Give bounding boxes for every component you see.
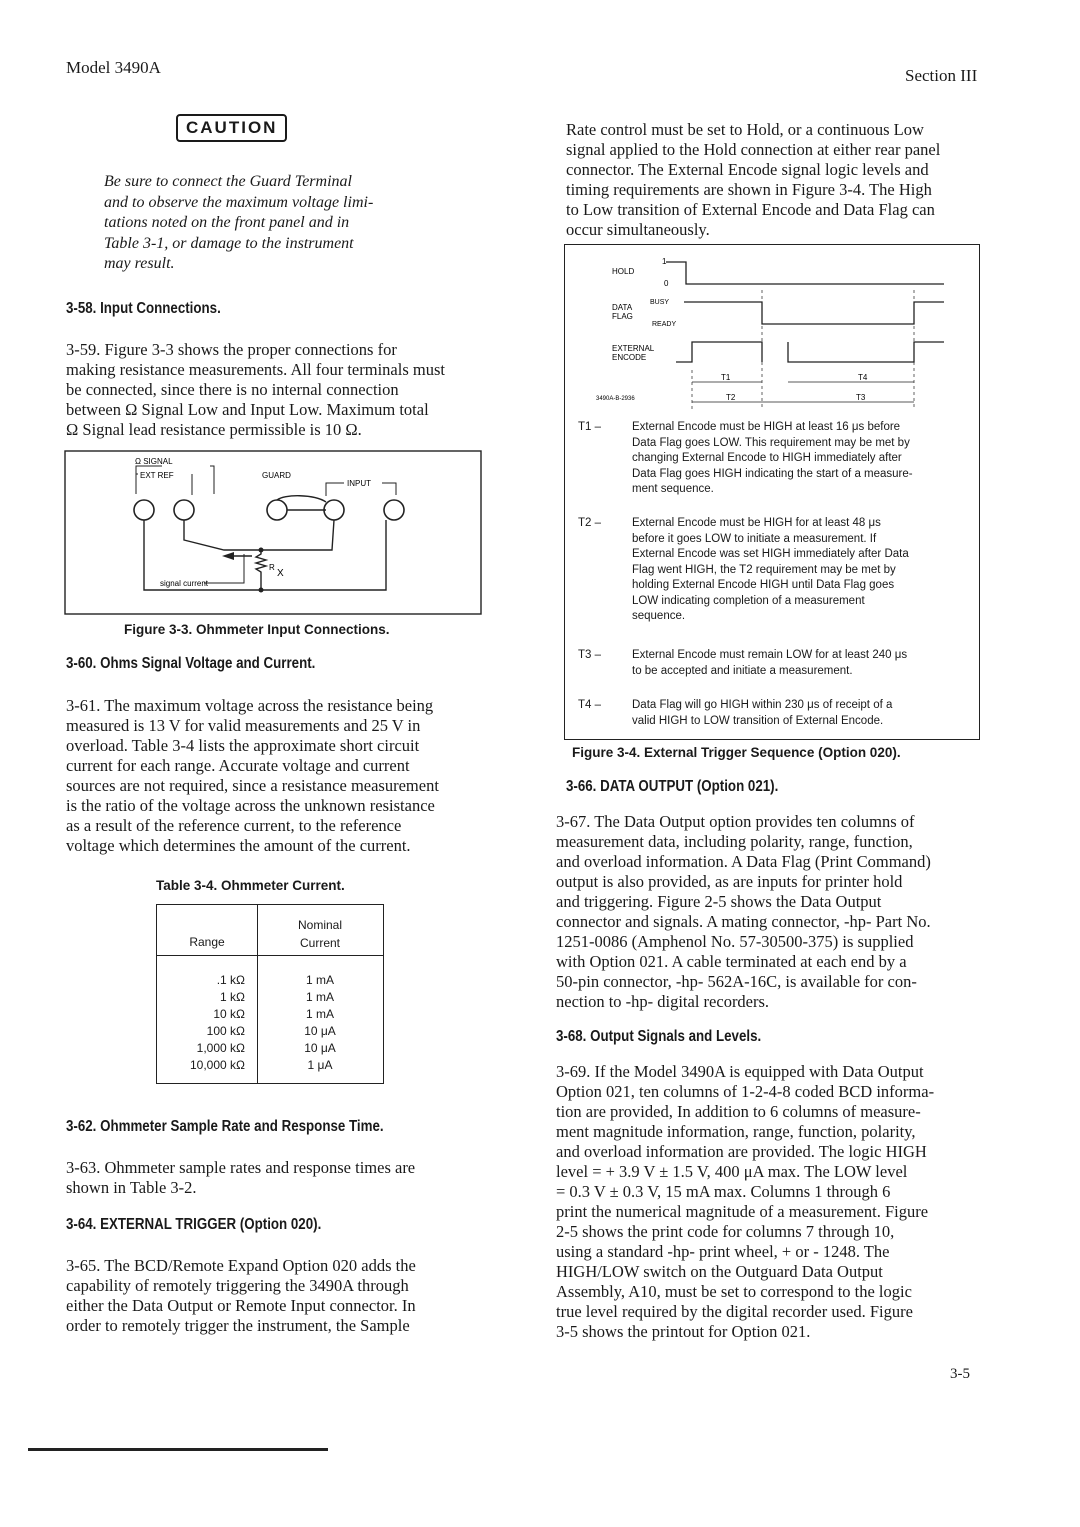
text-line: true level required by the digital recorder used. Figure: [556, 1302, 913, 1321]
note-line: External Encode must remain LOW for at least 240 μs: [632, 649, 908, 661]
text-line: current for each range. Accurate voltage and current: [66, 756, 410, 775]
label-t2: T2: [726, 393, 736, 402]
inner-loop: [184, 520, 334, 550]
heading-3-60: 3-60. Ohms Signal Voltage and Current.: [66, 655, 316, 672]
label-signal: Ω SIGNAL: [135, 457, 173, 466]
terminal-guard: [267, 500, 287, 520]
rx-resistor: [256, 550, 266, 590]
text-line: 3-67. The Data Output option provides ten columns of: [556, 812, 915, 831]
text-line: 3-61. The maximum voltage across the resistance being: [66, 696, 434, 715]
text-line: occur simultaneously.: [566, 220, 710, 239]
text-line: Assembly, A10, must be set to correspond to the logic: [556, 1282, 912, 1301]
text-line: measured is 13 V for valid measurements and 25 V in: [66, 716, 421, 735]
text-line: capability of remotely triggering the 3490A through: [66, 1276, 409, 1295]
text-line: 3-63. Ohmmeter sample rates and response times are: [66, 1158, 416, 1177]
note-t1: [578, 420, 982, 510]
current-cell: 1 mA: [305, 1007, 334, 1021]
text-line: making resistance measurements. All four terminals must: [66, 360, 445, 379]
text-line: connector and signals. A mating connector, -hp- Part No.: [556, 912, 931, 931]
external-encode-waveform-a: [676, 342, 762, 362]
caution-line: Be sure to connect the Guard Terminal: [104, 173, 352, 190]
text-line: level = + 3.9 V ± 1.5 V, 400 μA max. The LOW level: [556, 1162, 908, 1181]
col-header-nominal: Nominal: [297, 918, 342, 932]
text-line: 3-59. Figure 3-3 shows the proper connections for: [66, 340, 397, 359]
note-line: External Encode must be HIGH at least 16 μs before: [632, 421, 901, 433]
text-line: and triggering. Figure 2-5 shows the Data Output: [556, 892, 882, 911]
note-line: before it goes LOW to initiate a measurement. If: [632, 532, 877, 545]
footer-rule: [28, 1448, 328, 1451]
text-line: 3-5 shows the printout for Option 021.: [556, 1322, 811, 1341]
text-line: signal applied to the Hold connection at either rear panel: [566, 140, 941, 159]
signal-current-arrow: [204, 554, 244, 583]
terminal-input-2: [384, 500, 404, 520]
label-rx: R: [269, 563, 275, 572]
text-line: shown in Table 3-2.: [66, 1178, 197, 1197]
heading-3-64: 3-64. EXTERNAL TRIGGER (Option 020).: [66, 1216, 322, 1233]
figure-3-3-caption: Figure 3-3. Ohmmeter Input Connections.: [124, 622, 390, 637]
current-cell: 1 μA: [307, 1058, 333, 1072]
range-cell: 10,000 kΩ: [189, 1058, 245, 1072]
text-line: and overload information. A Data Flag (Print Command): [556, 852, 931, 871]
heading-3-68: 3-68. Output Signals and Levels.: [556, 1028, 762, 1045]
text-line: Option 021, ten columns of 1-2-4-8 coded BCD informa-: [556, 1082, 935, 1101]
label-external: EXTERNAL: [612, 344, 655, 353]
text-line: connector. The External Encode signal logic levels and: [566, 160, 929, 179]
label-input: INPUT: [347, 479, 371, 488]
range-cell: 1,000 kΩ: [196, 1041, 245, 1055]
note-line: Data Flag goes HIGH indicating the start of a measure-: [632, 467, 913, 480]
note-line: External Encode must be HIGH for at least 48 μs: [632, 517, 881, 529]
paragraph-3-65: [66, 1256, 480, 1336]
header-section: Section III: [905, 66, 978, 85]
terminal-input-1: [324, 500, 344, 520]
heading-3-66: 3-66. DATA OUTPUT (Option 021).: [566, 778, 779, 795]
note-line: Data Flag will go HIGH within 230 μs of receipt of a: [632, 699, 893, 711]
text-line: with Option 021. A cable terminated at each end by a: [556, 952, 907, 971]
text-line: 50-pin connector, -hp- 562A-16C, is available for con-: [556, 972, 917, 991]
paragraph-3-69: [556, 1062, 970, 1342]
note-line: holding External Encode HIGH until Data Flag goes: [632, 579, 895, 591]
heading-3-62: 3-62. Ohmmeter Sample Rate and Response Time.: [66, 1118, 384, 1135]
label-ready: READY: [652, 321, 677, 328]
timing-diagram: [566, 250, 976, 415]
text-line: 3-65. The BCD/Remote Expand Option 020 adds the: [66, 1256, 416, 1275]
heading-3-58: 3-58. Input Connections.: [66, 300, 221, 317]
range-cell: 10 kΩ: [213, 1007, 245, 1021]
note-line: valid HIGH to LOW transition of External Encode.: [632, 714, 884, 727]
caution-line: Table 3-1, or damage to the instrument: [104, 234, 354, 252]
note-line: Flag went HIGH, the T2 requirement may be met by: [632, 563, 896, 576]
note-line: Data Flag goes LOW. This requirement may be met by: [632, 436, 910, 449]
text-line: Rate control must be set to Hold, or a continuous Low: [566, 120, 924, 139]
current-cell: 1 mA: [305, 990, 334, 1004]
caution-line: may result.: [104, 255, 175, 272]
range-cell: 100 kΩ: [206, 1024, 245, 1038]
terminal-ext-ref-2: [174, 500, 194, 520]
col-header-current: Current: [299, 936, 340, 950]
range-cell: .1 kΩ: [216, 973, 245, 987]
paragraph-intro-right: [566, 120, 982, 240]
text-line: sources are not required, since a resistance measurement: [66, 776, 439, 795]
text-line: HIGH/LOW switch on the Outguard Data Output: [556, 1262, 883, 1281]
note-t3: [578, 648, 982, 682]
label-fig-id: 3490A-B-2936: [596, 396, 635, 402]
caution-line: and to observe the maximum voltage limi-: [104, 193, 374, 211]
note-label: T2 –: [578, 517, 602, 529]
paragraph-3-61: [66, 696, 480, 856]
text-line: output is also provided, as are inputs for printer hold: [556, 872, 903, 891]
label-rx-sub: X: [277, 568, 284, 579]
current-cell: 1 mA: [305, 973, 334, 987]
note-line: LOW indicating completion of a measurement: [632, 594, 865, 607]
note-t2: [578, 516, 982, 631]
text-line: is the ratio of the voltage across the unknown resistance: [66, 796, 435, 815]
figure-3-4-caption: Figure 3-4. External Trigger Sequence (Option 020).: [572, 745, 901, 760]
caution-text: [104, 172, 444, 275]
table-header-rule: [157, 955, 383, 956]
label-zero: 0: [664, 279, 669, 288]
caution-line: tations noted on the front panel and in: [104, 214, 350, 231]
text-line: overload. Table 3-4 lists the approximate short circuit: [66, 736, 420, 755]
text-line: to Low transition of External Encode and Data Flag can: [566, 200, 935, 219]
label-one: 1: [662, 257, 667, 266]
range-cell: 1 kΩ: [220, 990, 245, 1004]
label-signal-current: signal current: [160, 579, 209, 588]
note-line: changing External Encode to HIGH immediately after: [632, 452, 902, 464]
text-line: 2-5 shows the print code for columns 7 through 10,: [556, 1222, 895, 1241]
text-line: between Ω Signal Low and Input Low. Maximum total: [66, 400, 429, 419]
label-data: DATA: [612, 303, 633, 312]
current-arrowhead: [222, 552, 234, 560]
text-line: order to remotely trigger the instrument, the Sample: [66, 1316, 410, 1335]
hold-waveform: [666, 262, 944, 284]
note-line: sequence.: [632, 610, 686, 622]
text-line: measurement data, including polarity, range, function,: [556, 832, 913, 851]
caution-box: [176, 114, 287, 142]
text-line: using a standard -hp- print wheel, + or - 1248. The: [556, 1242, 890, 1261]
text-line: timing requirements are shown in Figure 3-4. The High: [566, 180, 932, 199]
note-line: to be accepted and initiate a measurement.: [632, 664, 853, 677]
text-line: ment magnitude information, range, function, polarity,: [556, 1122, 916, 1141]
col-header-range: Range: [189, 935, 225, 949]
note-t4: [578, 698, 982, 732]
text-line: print the numerical magnitude of a measurement. Figure: [556, 1202, 929, 1221]
label-t1: T1: [721, 373, 731, 382]
data-flag-waveform: [684, 302, 944, 324]
current-cell: 10 μA: [304, 1041, 336, 1055]
text-line: 1251-0086 (Amphenol No. 57-30500-375) is supplied: [556, 932, 914, 951]
text-line: nection to -hp- digital recorders.: [556, 992, 770, 1011]
text-line: as a result of the reference current, to the reference: [66, 816, 402, 835]
input-bracket: [326, 483, 344, 496]
text-line: be connected, since there is no internal connection: [66, 380, 399, 399]
note-line: ment sequence.: [632, 483, 714, 495]
label-t4: T4: [858, 373, 868, 382]
text-line: either the Data Output or Remote Input connector. In: [66, 1296, 416, 1315]
terminal-ext-ref-1: [134, 500, 154, 520]
table-3-4: [156, 904, 384, 1084]
external-encode-waveform-b: [788, 342, 944, 362]
text-line: tion are provided, In addition to 6 columns of measure-: [556, 1102, 921, 1121]
paragraph-3-59: [66, 340, 480, 440]
label-hold: HOLD: [612, 267, 635, 276]
table-3-4-title: Table 3-4. Ohmmeter Current.: [156, 878, 345, 893]
page-number: 3-5: [950, 1366, 970, 1382]
note-label: T1 –: [578, 421, 602, 433]
text-line: Ω Signal lead resistance permissible is 10 Ω.: [66, 420, 362, 439]
label-flag: FLAG: [612, 312, 633, 321]
guard-jumper: [277, 496, 326, 502]
text-line: 3-69. If the Model 3490A is equipped with Data Output: [556, 1062, 924, 1081]
note-label: T4 –: [578, 699, 602, 711]
text-line: voltage which determines the amount of the current.: [66, 836, 411, 855]
label-t3: T3: [856, 393, 866, 402]
text-line: and overload information are provided. The logic HIGH: [556, 1142, 927, 1161]
label-ext-ref: EXT REF: [140, 471, 174, 480]
note-line: External Encode was set HIGH immediately after Data: [632, 548, 909, 560]
header-model: Model 3490A: [66, 58, 161, 77]
text-line: = 0.3 V ± 0.3 V, 15 mA max. Columns 1 through 6: [556, 1182, 891, 1201]
label-encode: ENCODE: [612, 353, 647, 362]
note-label: T3 –: [578, 649, 602, 661]
label-guard: GUARD: [262, 471, 291, 480]
current-cell: 10 μA: [304, 1024, 336, 1038]
figure-3-3-diagram: [64, 450, 482, 615]
paragraph-3-67: [556, 812, 972, 1012]
label-busy: BUSY: [650, 299, 670, 306]
caution-badge: CAUTION: [176, 114, 287, 142]
paragraph-3-63: [66, 1158, 480, 1198]
